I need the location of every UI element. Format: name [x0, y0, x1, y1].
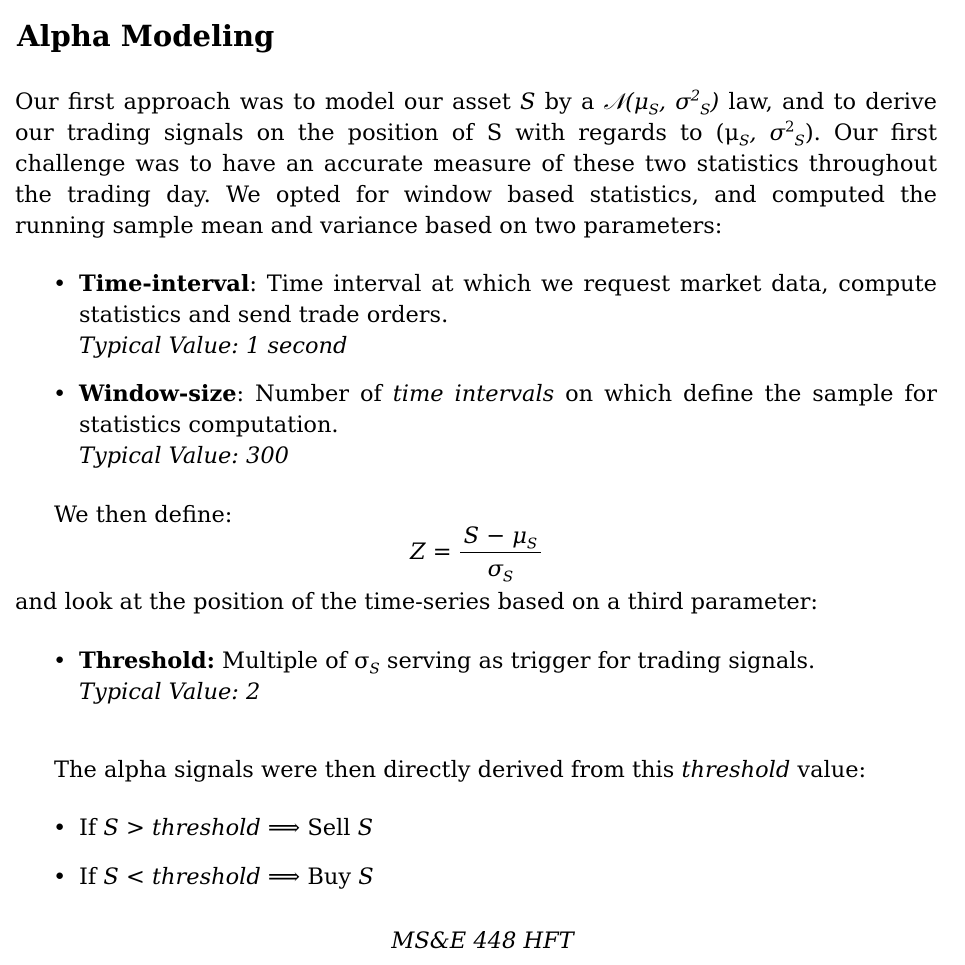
signal-if: If — [79, 815, 104, 841]
signals-intro-pre: The alpha signals were then directly derived from this — [54, 757, 682, 783]
normal-law — [603, 86, 720, 119]
numerator-sub: S — [526, 534, 538, 552]
normal-law-sigma: , σ — [658, 89, 691, 115]
signals-intro-em: threshold — [681, 757, 791, 783]
list-item-threshold — [53, 646, 937, 708]
define-text: We then define: — [54, 502, 233, 528]
signal-symbol: S — [103, 864, 119, 890]
denominator-sub: S — [502, 567, 514, 585]
intro-text-4: ). Our first challenge was to have an accurate measure of these two statistics throughout the trading day. We opted for window based statistics, and computed the running sample mean and variance based on two parameters: — [15, 120, 937, 239]
param-desc: : Time interval at which we request market data, compute statistics and send trade orders. — [79, 271, 937, 328]
bullet-dot-icon: • — [53, 648, 67, 674]
normal-law-mean-sub: S — [648, 100, 659, 119]
denominator-text: σ — [487, 555, 503, 582]
typical-value: Typical Value: 300 — [79, 443, 289, 469]
bullet-dot-icon: • — [53, 864, 67, 890]
asset-symbol: S — [520, 89, 536, 115]
pair-sigma: , σ — [749, 120, 785, 146]
page-footer: MS&E 448 HFT — [391, 928, 574, 954]
pair-mean-sub: S — [739, 131, 750, 150]
z-score-equation — [410, 519, 541, 585]
signal-operator: < — [118, 864, 152, 890]
signal-threshold: threshold — [151, 815, 261, 841]
list-item-buy-signal — [53, 862, 937, 893]
normal-law-var-sub: S — [700, 100, 711, 119]
bullet-dot-icon: • — [53, 815, 67, 841]
equation-denominator — [488, 553, 514, 583]
param-desc-em: time intervals — [392, 381, 555, 407]
typical-value: Typical Value: 1 second — [79, 333, 348, 359]
implies-arrow-icon: ⟹ — [260, 864, 308, 890]
look-text: and look at the position of the time-series based on a third parameter: — [15, 589, 818, 615]
param-desc-post: on which define the sample for statistics computation. — [79, 381, 937, 438]
typical-value: Typical Value: 2 — [79, 679, 261, 705]
signal-action: Buy — [307, 864, 359, 890]
list-item-window-size — [53, 379, 937, 472]
signals-intro — [54, 755, 866, 786]
signals-intro-post: value: — [790, 757, 867, 783]
normal-law-sup: 2 — [690, 86, 701, 105]
section-heading: Alpha Modeling — [17, 19, 275, 53]
signal-target: S — [358, 864, 374, 890]
signal-symbol: S — [103, 815, 119, 841]
param-desc-sub: S — [369, 659, 380, 678]
signal-threshold: threshold — [151, 864, 261, 890]
signal-target: S — [357, 815, 374, 841]
signal-if: If — [79, 864, 104, 890]
normal-law-open: 𝒩(μ — [603, 89, 649, 115]
list-item-time-interval — [53, 269, 937, 362]
normal-law-close: ) — [710, 89, 720, 115]
bullet-dot-icon: • — [53, 271, 67, 297]
list-item-sell-signal — [53, 813, 937, 844]
equation-numerator — [460, 522, 541, 553]
signal-action: Sell — [307, 815, 358, 841]
pair-sup: 2 — [785, 117, 795, 136]
param-desc-pre: : Number of — [236, 381, 393, 407]
equation-fraction — [460, 522, 541, 583]
param-label: Window-size — [79, 381, 237, 407]
equation-lhs: Z = — [410, 538, 452, 565]
intro-text-3: law, and to derive our trading signals on the position of S with regards to (μ — [15, 89, 937, 146]
param-label: Time-interval — [79, 271, 250, 297]
bullet-dot-icon: • — [53, 381, 67, 407]
intro-paragraph — [15, 87, 937, 242]
param-desc-pre: Multiple of σ — [214, 648, 370, 674]
signal-operator: > — [118, 815, 152, 841]
param-label: Threshold: — [79, 648, 215, 674]
intro-text-2: by a — [535, 89, 604, 115]
intro-text-1: Our first approach was to model our asset — [15, 89, 521, 115]
implies-arrow-icon: ⟹ — [260, 815, 308, 841]
pair-var-sub: S — [794, 131, 805, 150]
param-desc-post: serving as trigger for trading signals. — [379, 648, 816, 674]
numerator-text: S − μ — [463, 522, 527, 549]
